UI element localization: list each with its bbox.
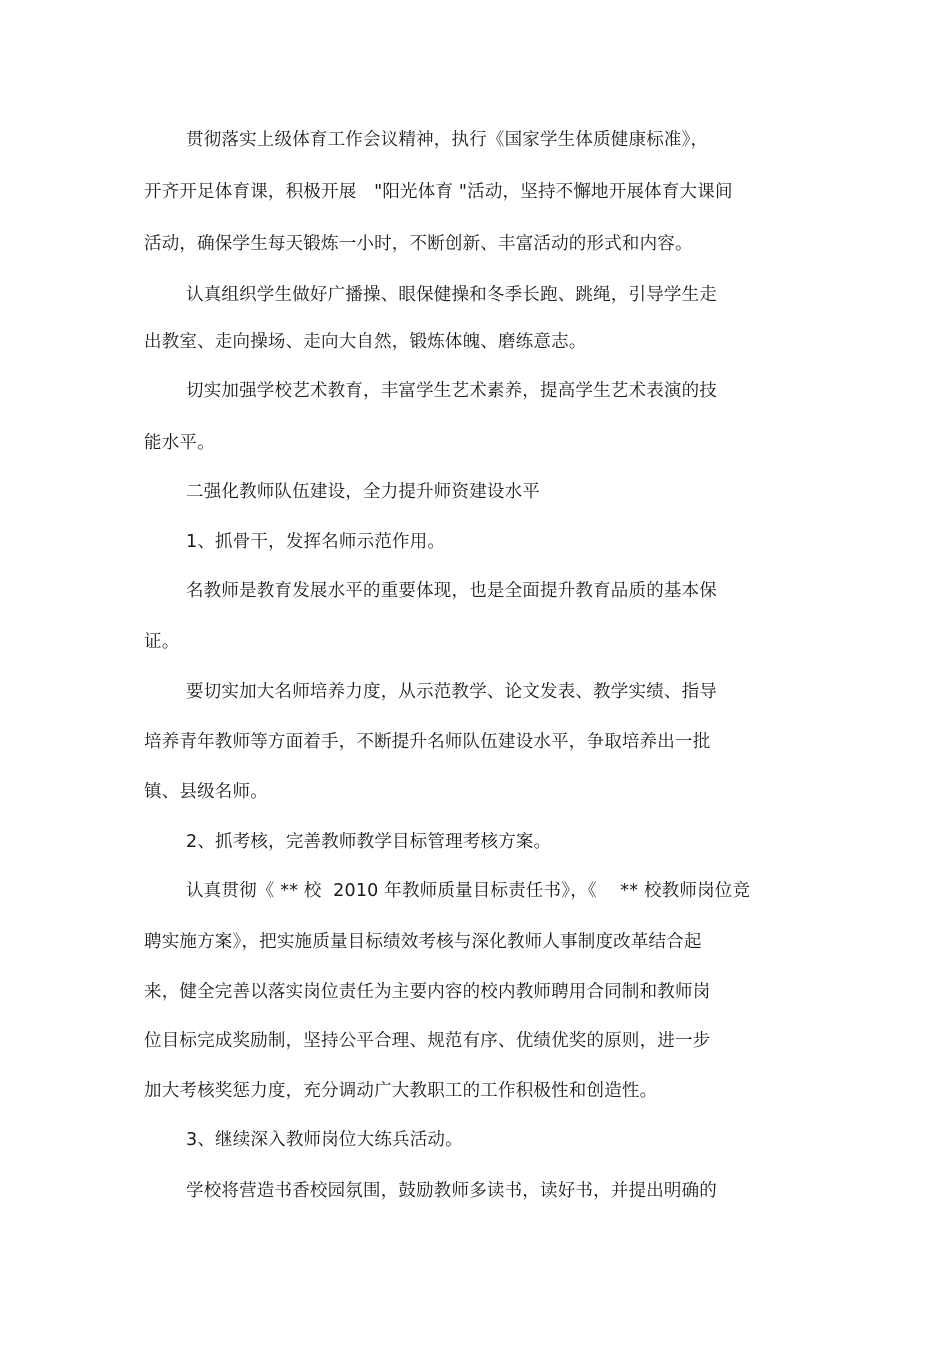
paragraph-line: 名教师是教育发展水平的重要体现，也是全面提升教育品质的基本保 (186, 581, 717, 601)
paragraph-line: 活动，确保学生每天锻炼一小时，不断创新、丰富活动的形式和内容。 (144, 234, 693, 254)
paragraph-line: 要切实加大名师培养力度，从示范教学、论文发表、教学实绩、指导 (186, 682, 717, 702)
paragraph-line: 出教室、走向操场、走向大自然，锻炼体魄、磨练意志。 (144, 332, 587, 352)
paragraph-line: 学校将营造书香校园氛围，鼓励教师多读书，读好书，并提出明确的 (186, 1181, 717, 1201)
paragraph-line: 聘实施方案》，把实施质量目标绩效考核与深化教师人事制度改革结合起 (144, 932, 702, 952)
paragraph-line: 开齐开足体育课，积极开展 "阳光体育 "活动，坚持不懈地开展体育大课间 (144, 182, 733, 202)
paragraph-line: 位目标完成奖励制，坚持公平合理、规范有序、优绩优奖的原则，进一步 (144, 1031, 711, 1051)
paragraph-line: 来，健全完善以落实岗位责任为主要内容的校内教师聘用合同制和教师岗 (144, 982, 711, 1002)
subsection-heading: 2、抓考核，完善教师教学目标管理考核方案。 (186, 832, 552, 852)
subsection-heading: 3、继续深入教师岗位大练兵活动。 (186, 1130, 463, 1150)
section-heading: 二强化教师队伍建设，全力提升师资建设水平 (186, 482, 540, 502)
paragraph-line: 加大考核奖惩力度，充分调动广大教职工的工作积极性和创造性。 (144, 1081, 658, 1101)
paragraph-line: 认真组织学生做好广播操、眼保健操和冬季长跑、跳绳，引导学生走 (186, 285, 717, 305)
paragraph-line: 证。 (144, 632, 180, 652)
paragraph-line: 能水平。 (144, 433, 215, 453)
paragraph-line: 贯彻落实上级体育工作会议精神，执行《国家学生体质健康标准》， (186, 130, 709, 150)
paragraph-line: 镇、县级名师。 (144, 782, 268, 802)
subsection-heading: 1、抓骨干，发挥名师示范作用。 (186, 532, 446, 552)
paragraph-line: 切实加强学校艺术教育，丰富学生艺术素养，提高学生艺术表演的技 (186, 381, 717, 401)
paragraph-line: 培养青年教师等方面着手，不断提升名师队伍建设水平，争取培养出一批 (144, 732, 711, 752)
paragraph-line: 认真贯彻《 ** 校 2010 年教师质量目标责任书》，《 ** 校教师岗位竞 (186, 881, 751, 901)
